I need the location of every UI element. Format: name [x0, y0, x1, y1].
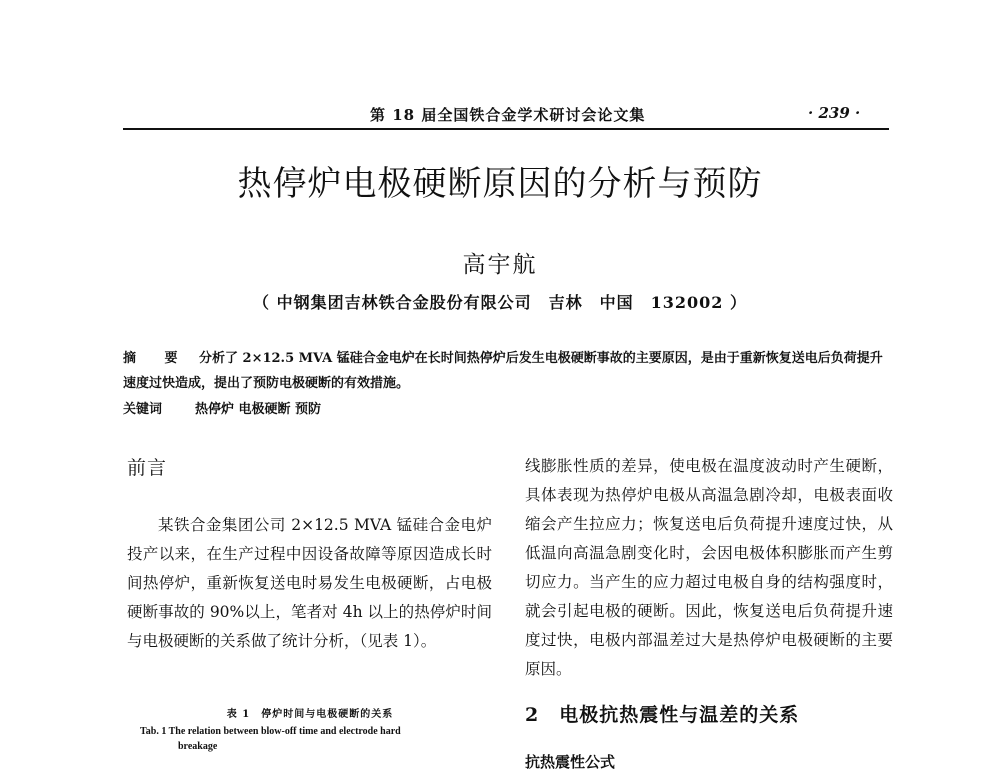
paper-title: 热停炉电极硬断原因的分析与预防: [237, 164, 763, 204]
table-caption-en-line1: Tab. 1 The relation between blow-off time and electrode hard: [140, 726, 401, 737]
section-heading-2: 2 电极抗热震性与温差的关系: [525, 704, 800, 726]
keywords-label: 关键词: [123, 402, 163, 417]
formula-heading-partial: 抗热震性公式: [525, 753, 616, 771]
section-heading-preface: 前言: [127, 457, 168, 479]
header-rule: [123, 128, 889, 130]
table-caption-en: [140, 724, 480, 754]
page-number: · 239 ·: [808, 104, 861, 122]
keywords-text: 热停炉 电极硬断 预防: [195, 402, 322, 417]
affiliation: （ 中钢集团吉林铁合金股份有限公司 吉林 中国 132002 ）: [253, 293, 747, 312]
abstract: [123, 346, 891, 396]
table-caption-cn: 表 1 停炉时间与电极硬断的关系: [226, 709, 394, 720]
abstract-text: 分析了 2×12.5 MVA 锰硅合金电炉在长时间热停炉后发生电极硬断事故的主要原因，是由于重新恢复送电后负荷提升速度过快造成，提出了预防电极硬断的有效措施。: [123, 351, 883, 391]
running-head-title: 第 18 届全国铁合金学术研讨会论文集: [370, 106, 646, 124]
table-caption-en-line2: breakage: [178, 741, 218, 752]
author-name: 高宇航: [462, 252, 538, 278]
keywords: [123, 398, 321, 417]
right-column-paragraph: 线膨胀性质的差异，使电极在温度波动时产生硬断，具体表现为热停炉电极从高温急剧冷却，电极表面收缩会产生拉应力；恢复送电后负荷提升速度过快，从低温向高温急剧变化时，会因电极体积膨胀而产生剪切应力。当产生的应力超过电极自身的结构强度时，就会引起电极的硬断。因此，恢复送电后负荷提升速度过快，电极内部温差过大是热停炉电极硬断的主要原因。: [525, 457, 893, 678]
abstract-label: 摘 要: [123, 351, 190, 366]
preface-paragraph: 某铁合金集团公司 2×12.5 MVA 锰硅合金电炉投产以来，在生产过程中因设备故障等原因造成长时间热停炉，重新恢复送电时易发生电极硬断，占电极硬断事故的 90%以上，笔者对 4h 以上的热停炉时间与电极硬断的关系做了统计分析，（见表 1）。: [127, 516, 492, 650]
